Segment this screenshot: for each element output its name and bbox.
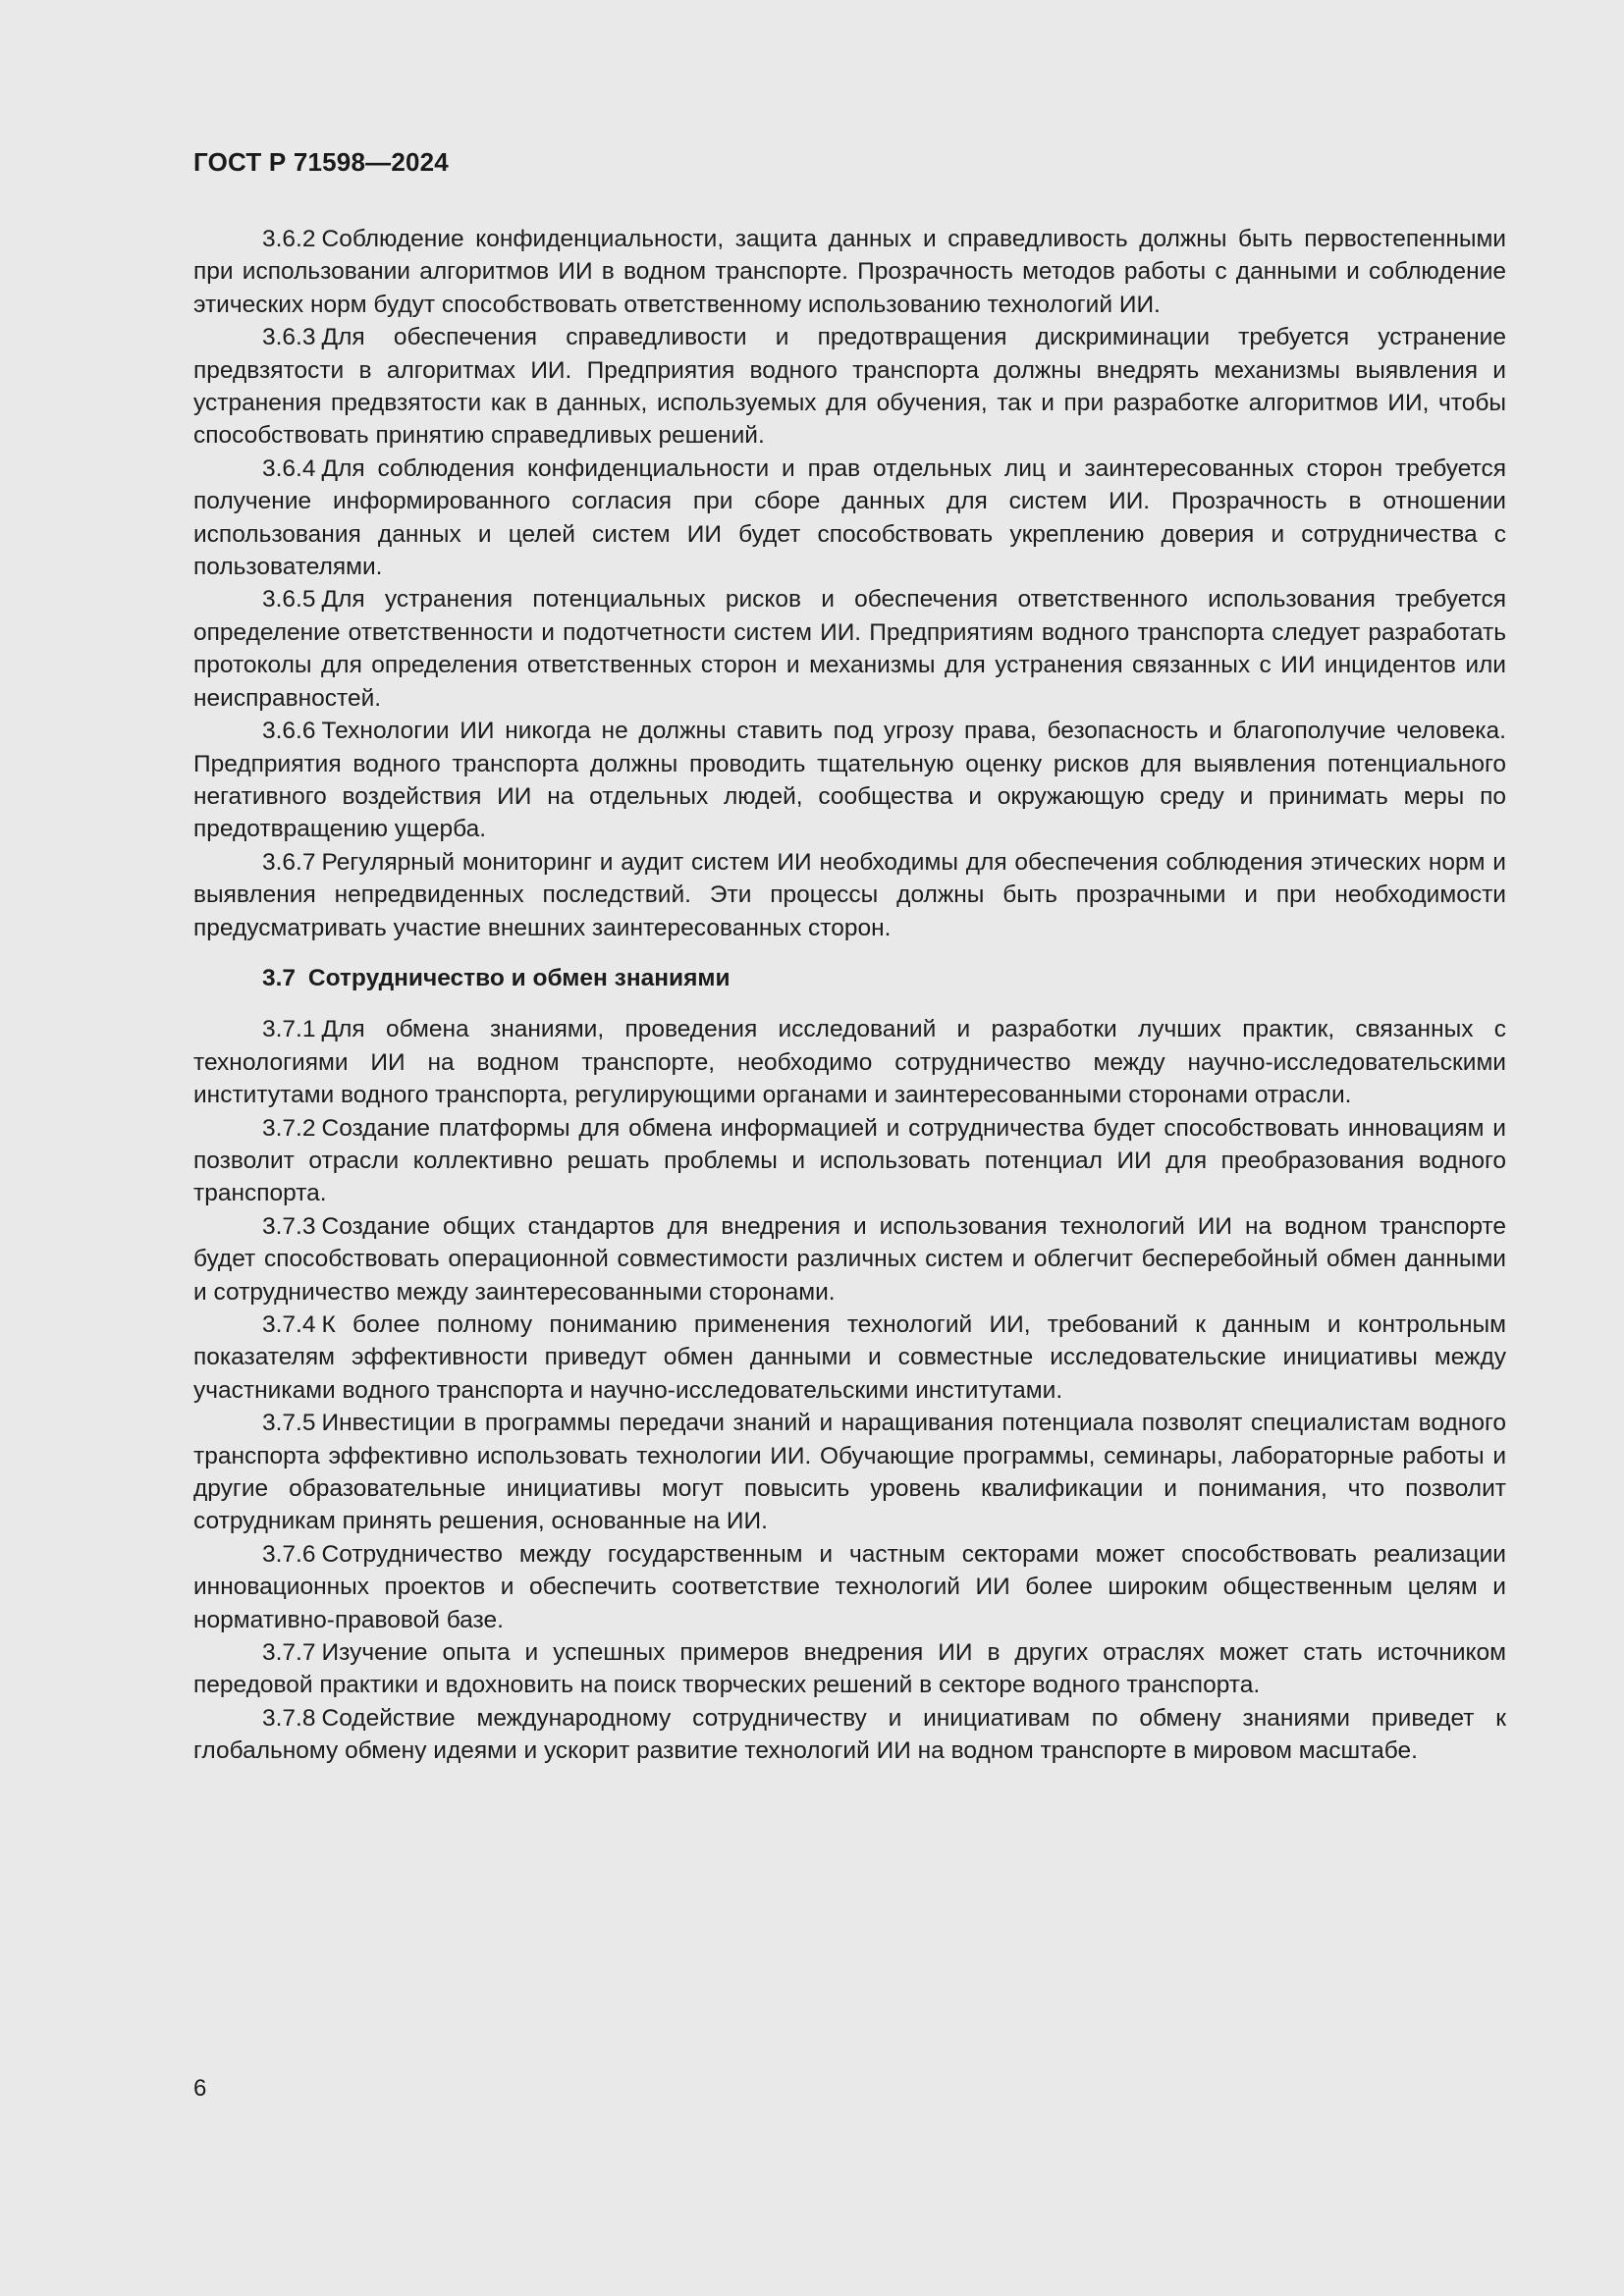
paragraph-text: Изучение опыта и успешных примеров внедрения ИИ в других отраслях может стать источником передовой практики и вдохновить на поиск творческих решений в секторе водного транспорта. xyxy=(193,1639,1506,1699)
paragraph-number: 3.7.5 xyxy=(262,1410,316,1437)
paragraph-number: 3.6.5 xyxy=(262,586,316,614)
paragraph-number: 3.7.7 xyxy=(262,1639,316,1667)
paragraph-number: 3.7.2 xyxy=(262,1114,316,1142)
paragraph-text: Для обмена знаниями, проведения исследований и разработки лучших практик, связанных с технологиями ИИ на водном транспорте, необходимо сотрудничество между научно-исследовательскими институтами водного транспорта, регулирующими органами и заинтересованными сторонами отрасли. xyxy=(193,1016,1506,1109)
paragraph-text: Соблюдение конфиденциальности, защита данных и справедливость должны быть первостепенными при использовании алгоритмов ИИ в водном транспорте. Прозрачность методов работы с данными и соблюдение этических норм будут способствовать ответственному использованию технологий ИИ. xyxy=(193,226,1506,318)
paragraph-3-7-3 xyxy=(193,1210,1506,1308)
paragraph-text: Инвестиции в программы передачи знаний и наращивания потенциала позволят специалистам водного транспорта эффективно использовать технологии ИИ. Обучающие программы, семинары, лабораторные работы и другие образовательные инициативы могут повысить уровень квалификации и понимания, что позволит сотрудникам принять решения, основанные на ИИ. xyxy=(193,1410,1506,1535)
paragraph-number: 3.6.7 xyxy=(262,848,316,876)
paragraph-text: Для соблюдения конфиденциальности и прав отдельных лиц и заинтересованных сторон требуется получение информированного согласия при сборе данных для систем ИИ. Прозрачность в отношении использования данных и целей систем ИИ будет способствовать укреплению доверия и сотрудничества с пользователями. xyxy=(193,454,1506,581)
paragraph-text: Создание общих стандартов для внедрения и использования технологий ИИ на водном транспорте будет способствовать операционной совместимости различных систем и облегчит бесперебойный обмен данными и сотрудничество между заинтересованными сторонами. xyxy=(193,1212,1506,1306)
paragraph-3-6-5 xyxy=(193,583,1506,715)
paragraph-text: Создание платформы для обмена информацией и сотрудничества будет способствовать инновациям и позволит отрасли коллективно решать проблемы и использовать потенциал ИИ для преобразования водного транспорта. xyxy=(193,1114,1506,1207)
paragraph-3-7-2 xyxy=(193,1112,1506,1210)
paragraph-3-6-3 xyxy=(193,321,1506,453)
document-body xyxy=(193,223,1506,1768)
paragraph-3-6-7 xyxy=(193,846,1506,944)
paragraph-text: К более полному пониманию применения технологий ИИ, требований к данным и контрольным показателям эффективности приведут обмен данными и совместные исследовательские инициативы между участниками водного транспорта и научно-исследовательскими институтами. xyxy=(193,1311,1506,1404)
paragraph-3-7-4 xyxy=(193,1308,1506,1407)
paragraph-number: 3.7.4 xyxy=(262,1311,316,1338)
paragraph-text: Технологии ИИ никогда не должны ставить под угрозу права, безопасность и благополучие человека. Предприятия водного транспорта должны проводить тщательную оценку рисков для выявления потенциального негативного воздействия ИИ на отдельных людей, сообщества и окружающую среду и принимать меры по предотвращению ущерба. xyxy=(193,718,1506,843)
paragraph-text: Сотрудничество между государственным и частным секторами может способствовать реализации инновационных проектов и обеспечить соответствие технологий ИИ более широким общественным целям и нормативно-правовой базе. xyxy=(193,1540,1506,1633)
paragraph-number: 3.6.3 xyxy=(262,324,316,351)
paragraph-3-7-5 xyxy=(193,1407,1506,1538)
paragraph-3-7-6 xyxy=(193,1538,1506,1636)
section-title: Сотрудничество и обмен знаниями xyxy=(307,964,731,991)
paragraph-3-6-6 xyxy=(193,715,1506,846)
paragraph-text: Содействие международному сотрудничеству и инициативам по обмену знаниями приведет к глобальному обмену идеями и ускорит развитие технологий ИИ на водном транспорте в мировом масштабе. xyxy=(193,1704,1506,1765)
section-heading-3-7 xyxy=(193,962,1506,994)
paragraph-3-7-7 xyxy=(193,1636,1506,1702)
paragraph-number: 3.7.8 xyxy=(262,1704,316,1732)
paragraph-number: 3.7.1 xyxy=(262,1016,316,1043)
paragraph-text: Для устранения потенциальных рисков и обеспечения ответственного использования требуется определение ответственности и подотчетности систем ИИ. Предприятиям водного транспорта следует разработать протоколы для определения ответственных сторон и механизмы для устранения связанных с ИИ инцидентов или неисправностей. xyxy=(193,586,1506,712)
page-number: 6 xyxy=(193,2075,207,2102)
document-header: ГОСТ Р 71598—2024 xyxy=(193,147,449,177)
paragraph-number: 3.6.4 xyxy=(262,454,316,482)
paragraph-text: Регулярный мониторинг и аудит систем ИИ необходимы для обеспечения соблюдения этических норм и выявления непредвиденных последствий. Эти процессы должны быть прозрачными и при необходимости предусматривать участие внешних заинтересованных сторон. xyxy=(193,848,1506,941)
paragraph-3-6-2 xyxy=(193,223,1506,321)
paragraph-number: 3.7.3 xyxy=(262,1212,316,1240)
paragraph-3-7-8 xyxy=(193,1702,1506,1768)
paragraph-number: 3.7.6 xyxy=(262,1540,316,1568)
paragraph-3-7-1 xyxy=(193,1013,1506,1111)
section-number: 3.7 xyxy=(262,964,297,991)
paragraph-3-6-4 xyxy=(193,453,1506,584)
paragraph-text: Для обеспечения справедливости и предотвращения дискриминации требуется устранение предвзятости в алгоритмах ИИ. Предприятия водного транспорта должны внедрять механизмы выявления и устранения предвзятости как в данных, используемых для обучения, так и при разработке алгоритмов ИИ, чтобы способствовать принятию справедливых решений. xyxy=(193,324,1506,450)
paragraph-number: 3.6.6 xyxy=(262,718,316,745)
paragraph-number: 3.6.2 xyxy=(262,226,316,252)
